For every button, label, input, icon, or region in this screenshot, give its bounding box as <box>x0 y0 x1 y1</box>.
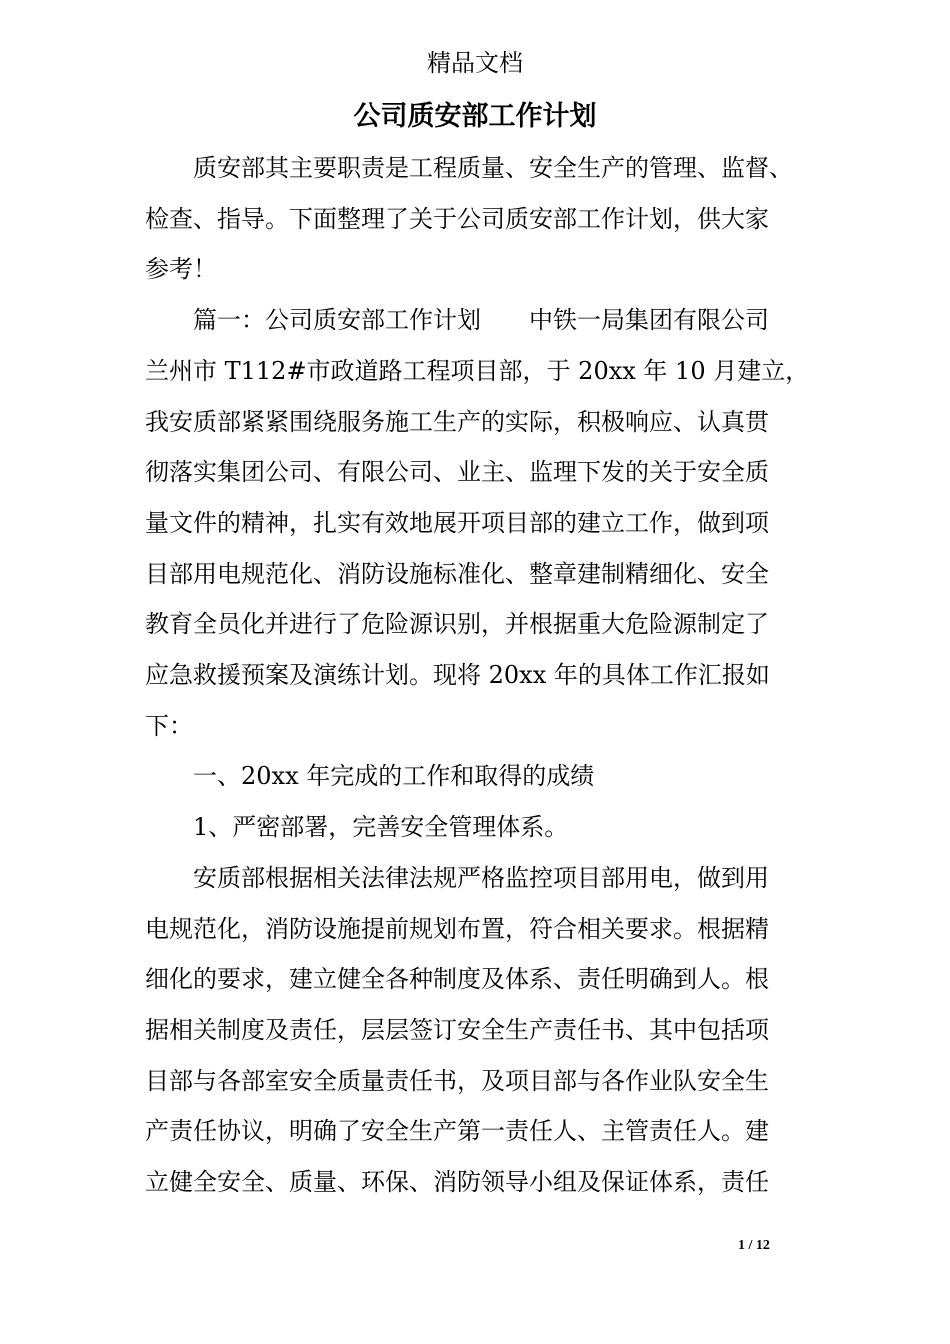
text-line: 一、20xx 年完成的工作和取得的成绩 <box>193 762 595 791</box>
text-line: 目部用电规范化、消防设施标准化、整章建制精细化、安全 <box>145 559 769 588</box>
text-line: 下： <box>145 711 193 740</box>
text-line: 检查、指导。下面整理了关于公司质安部工作计划，供大家 <box>145 204 769 233</box>
page-header: 精品文档 <box>427 49 523 77</box>
text-line: 电规范化，消防设施提前规划布置，符合相关要求。根据精 <box>145 914 769 943</box>
text-line: 立健全安全、质量、环保、消防领导小组及保证体系，责任 <box>145 1168 769 1197</box>
text-line: 我安质部紧紧围绕服务施工生产的实际，积极响应、认真贯 <box>145 407 769 436</box>
text-line: 1、严密部署，完善安全管理体系。 <box>193 813 569 842</box>
text-line: 产责任协议，明确了安全生产第一责任人、主管责任人。建 <box>145 1117 769 1146</box>
text-line: 应急救援预案及演练计划。现将 20xx 年的具体工作汇报如 <box>145 661 770 690</box>
page-number: 1 / 12 <box>738 1238 770 1253</box>
text-line: 质安部其主要职责是工程质量、安全生产的管理、监督、 <box>193 154 793 182</box>
text-line: 安质部根据相关法律法规严格监控项目部用电，做到用 <box>193 863 769 892</box>
text-line: 量文件的精神，扎实有效地展开项目部的建立工作，做到项 <box>145 508 769 537</box>
text-line: 参考！ <box>145 255 217 284</box>
document-title: 公司质安部工作计划 <box>353 101 597 132</box>
document-body <box>145 143 810 1208</box>
text-line: 彻落实集团公司、有限公司、业主、监理下发的关于安全质 <box>145 458 769 487</box>
text-line: 目部与各部室安全质量责任书，及项目部与各作业队安全生 <box>145 1066 769 1095</box>
text-line: 细化的要求，建立健全各种制度及体系、责任明确到人。根 <box>145 965 769 994</box>
text-line: 据相关制度及责任，层层签订安全生产责任书、其中包括项 <box>145 1015 769 1044</box>
text-line: 教育全员化并进行了危险源识别，并根据重大危险源制定了 <box>145 610 769 639</box>
text-line: 篇一：公司质安部工作计划 中铁一局集团有限公司 <box>193 306 769 335</box>
text-line: 兰州市 T112#市政道路工程项目部，于 20xx 年 10 月建立， <box>145 356 810 385</box>
